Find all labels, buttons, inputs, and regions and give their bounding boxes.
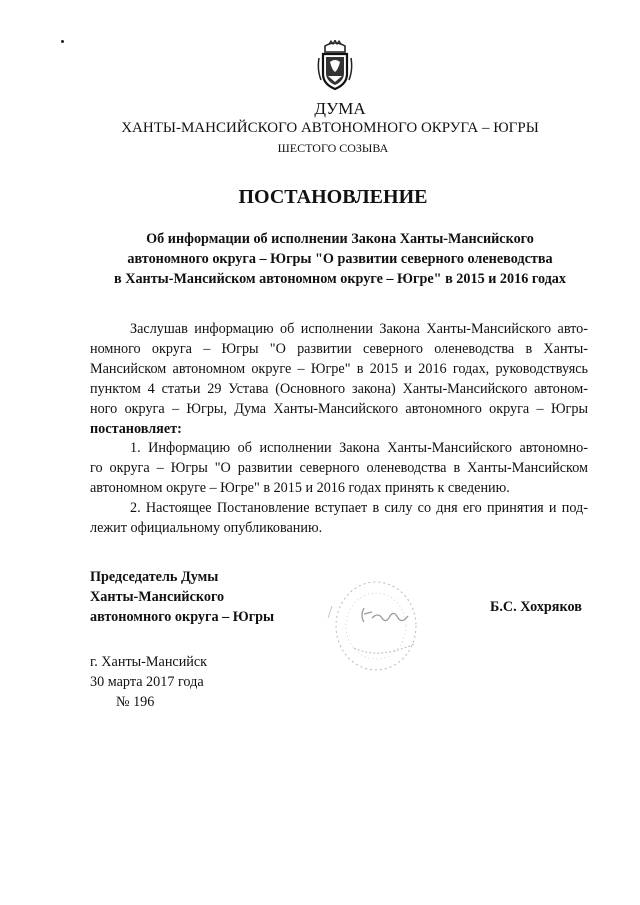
preamble-line: пунктом 4 статьи 29 Устава (Основного закона) Ханты-Мансийского автоном- — [90, 381, 588, 397]
item-line: автономном округе – Югре" в 2015 и 2016 годах принять к сведению. — [90, 480, 510, 496]
item-line: лежит официальному опубликованию. — [90, 520, 323, 536]
region-name: ХАНТЫ-МАНСИЙСКОГО АВТОНОМНОГО ОКРУГА – ЮГРЫ — [121, 120, 539, 136]
document-number: № 196 — [116, 694, 155, 710]
item-line: 2. Настоящее Постановление вступает в силу со дня его принятия и под- — [130, 500, 588, 516]
title-line: автономного округа – Югры "О развитии северного оленеводства — [127, 251, 553, 267]
signatory-position-line: Председатель Думы — [90, 569, 219, 585]
place-date-number — [90, 652, 207, 712]
resolves-word: постановляет: — [90, 421, 182, 437]
preamble-line: ного округа – Югры, Дума Ханты-Мансийского автономного округа – Югры — [90, 401, 588, 417]
document-type-heading: ПОСТАНОВЛЕНИЕ — [238, 186, 428, 208]
item-line: го округа – Югры "О развитии северного оленеводства в Ханты-Мансийском — [90, 460, 588, 476]
preamble-paragraph — [90, 319, 588, 439]
signatory-name: Б.С. Хохряков — [490, 599, 582, 615]
title-line: Об информации об исполнении Закона Ханты-Мансийского — [146, 231, 534, 247]
document-date: 30 марта 2017 года — [90, 674, 204, 690]
place-city: г. Ханты-Мансийск — [90, 654, 208, 670]
preamble-line: Мансийском автономном округе – Югре" в 2015 и 2016 годах, руководствуясь — [90, 361, 588, 377]
signatory-position-line: Ханты-Мансийского — [90, 589, 225, 605]
preamble-line: Заслушав информацию об исполнении Закона Ханты-Мансийского авто- — [130, 321, 588, 337]
parliament-name: ДУМА — [314, 99, 366, 118]
scan-mark — [61, 40, 64, 43]
convocation-label: ШЕСТОГО СОЗЫВА — [277, 141, 389, 155]
title-line: в Ханты-Мансийском автономном округе – Югре" в 2015 и 2016 годах — [113, 271, 566, 287]
preamble-line: номного округа – Югры "О развитии северного оленеводства в Ханты- — [90, 341, 588, 357]
document-title — [90, 229, 590, 289]
signatory-position — [90, 567, 274, 627]
signatory-position-line: автономного округа – Югры — [90, 609, 275, 625]
official-stamp-signature-icon — [324, 578, 434, 673]
resolution-items — [90, 438, 588, 538]
item-line: 1. Информацию об исполнении Закона Ханты-Мансийского автономно- — [130, 440, 588, 456]
coat-of-arms-emblem-icon — [317, 40, 353, 92]
